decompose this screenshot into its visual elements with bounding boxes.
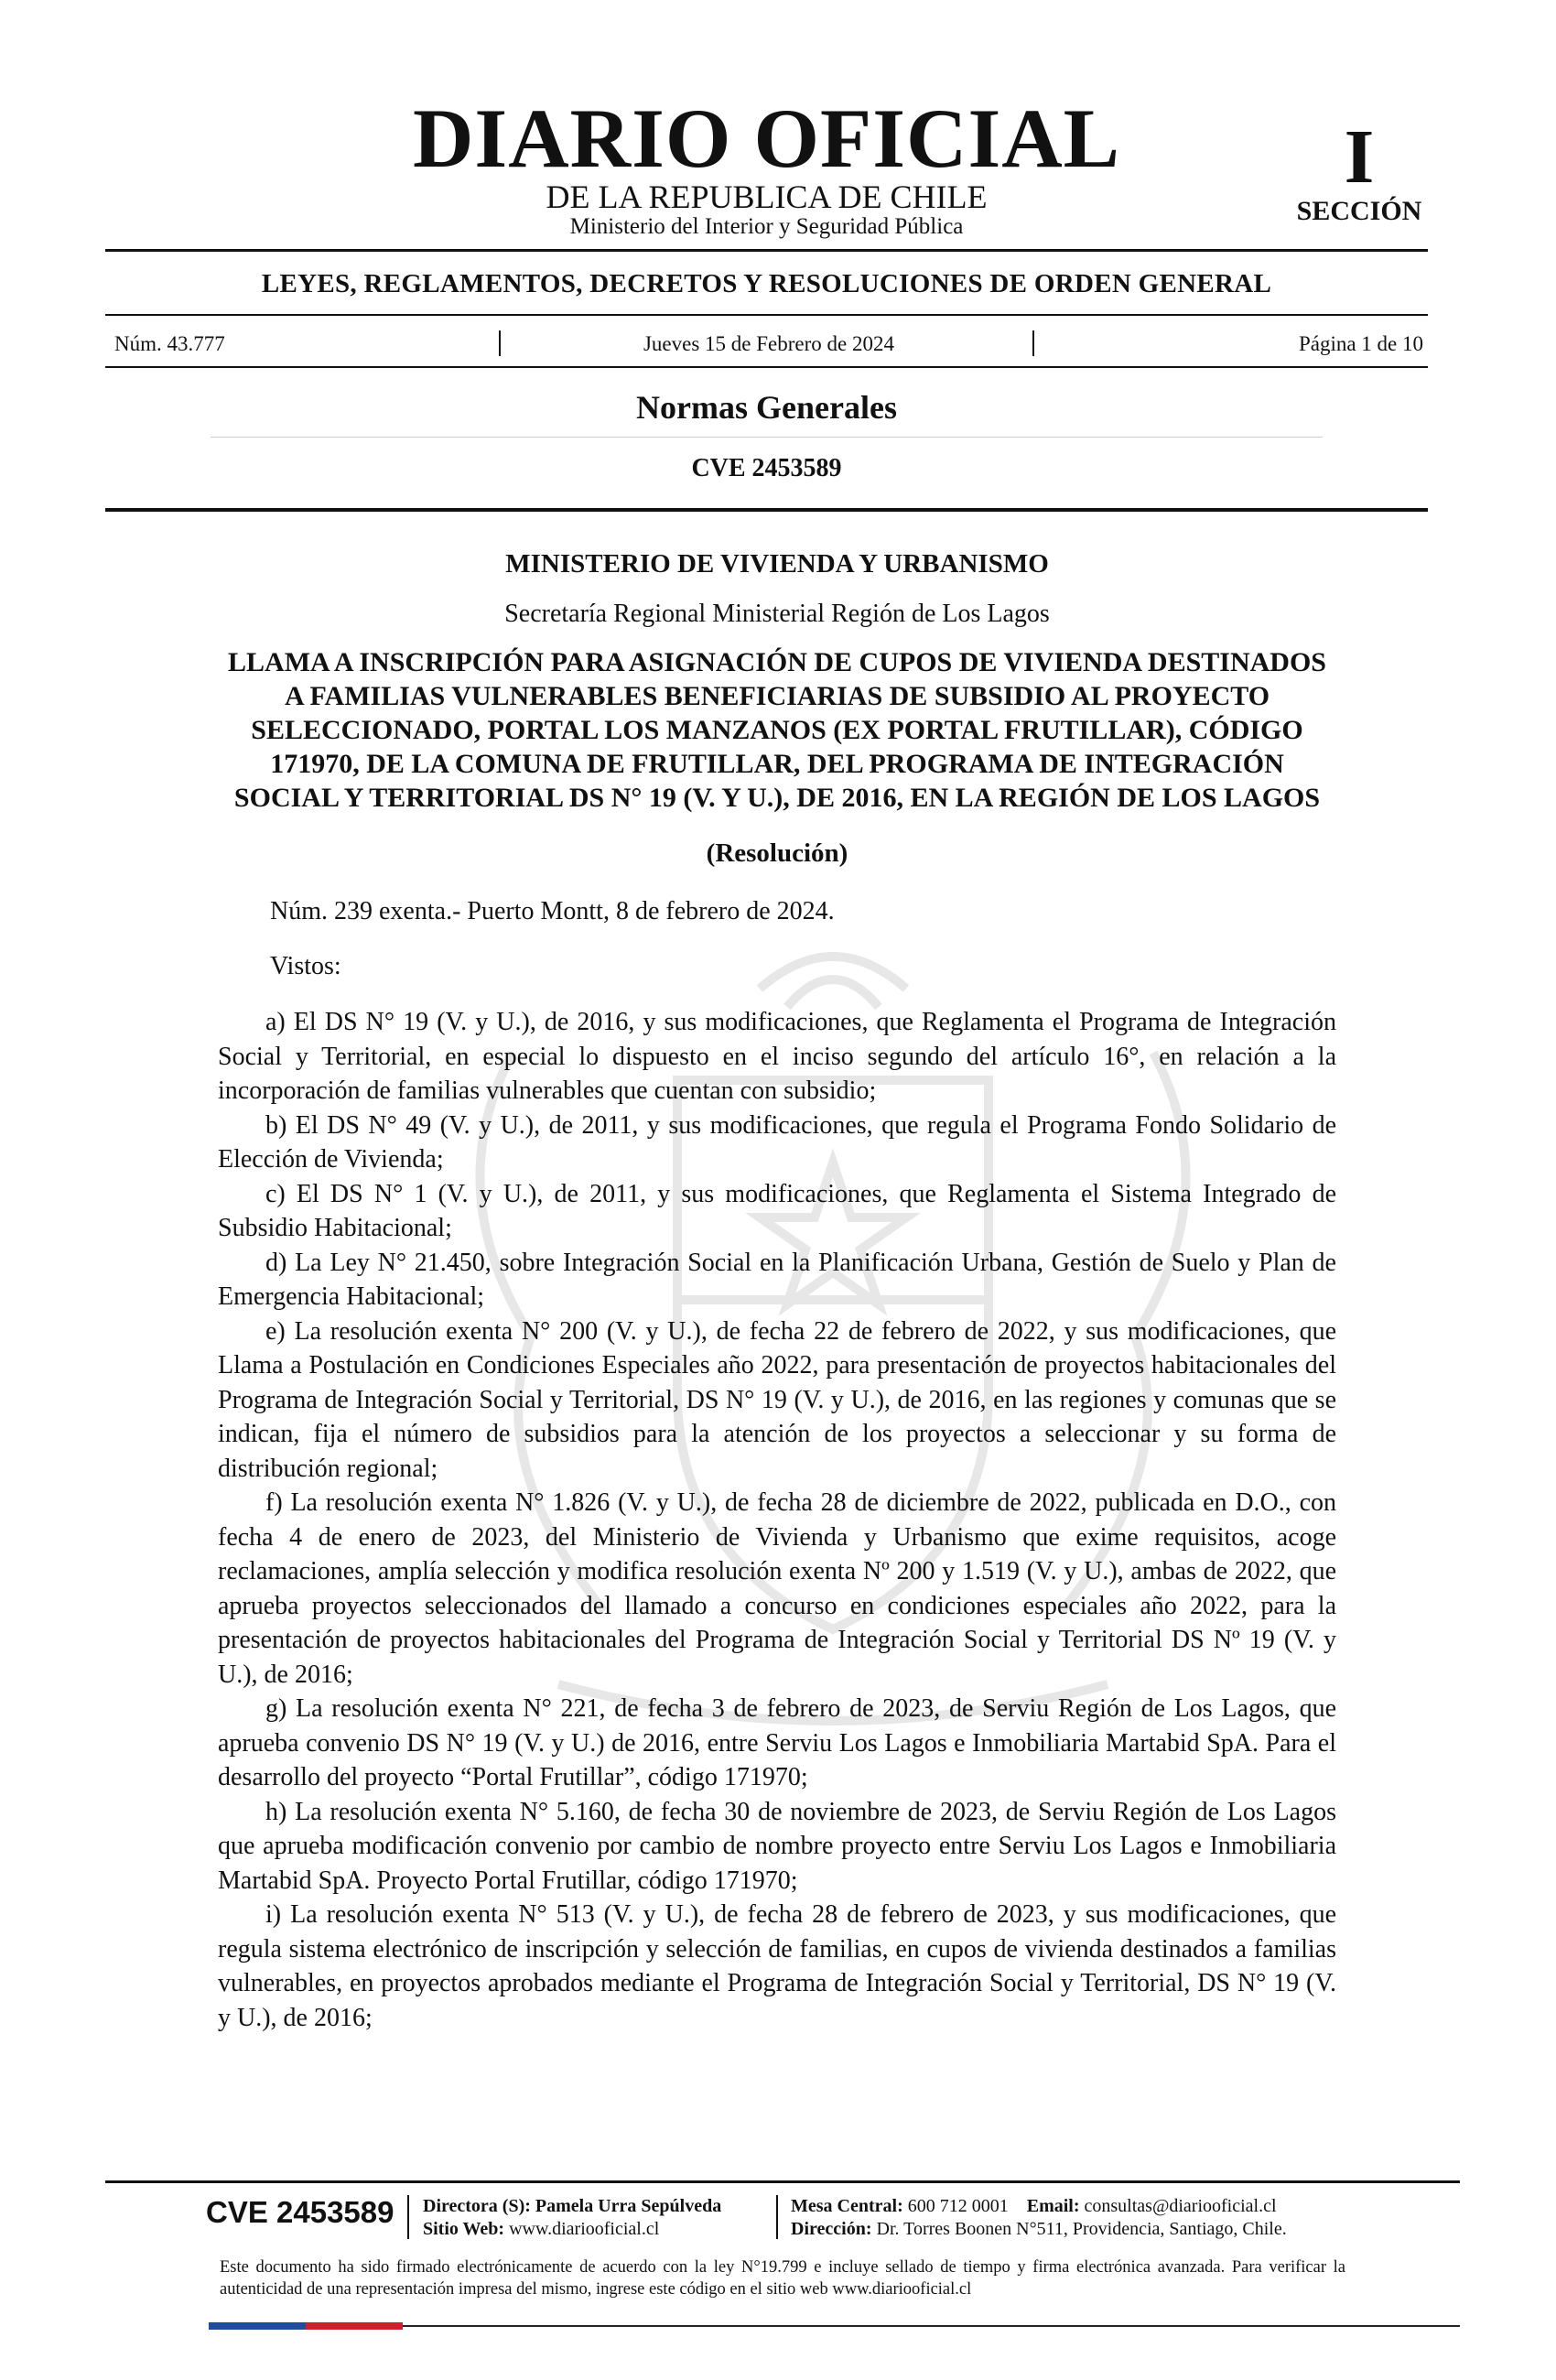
newspaper-title: DIARIO OFICIAL xyxy=(412,92,1121,185)
masthead-rule xyxy=(105,249,1428,252)
section-number: I xyxy=(1344,114,1375,200)
ministry-line: Ministerio del Interior y Seguridad Pública xyxy=(569,214,964,239)
section-title: Normas Generales xyxy=(636,389,897,426)
page-indicator: Página 1 de 10 xyxy=(1298,332,1423,355)
website-link[interactable]: www.diariooficial.cl xyxy=(509,2219,660,2239)
document-body xyxy=(218,549,1336,2035)
website-label: Sitio Web: xyxy=(423,2219,505,2239)
vistos-item: g) La resolución exenta N° 221, de fecha 3 de febrero de 2023, de Serviu Región de Los Lagos, que aprueba convenio DS N° 19 (V. y U.) de 2016, entre Serviu Los Lagos e Inmobiliaria Martabid SpA. Para el desarrollo del proyecto “Portal Frutillar”, código 171970; xyxy=(218,1694,1336,1791)
footer-contact-block xyxy=(791,2195,1287,2241)
issue-date: Jueves 15 de Febrero de 2024 xyxy=(643,332,894,355)
header-bottom-rule xyxy=(105,508,1428,512)
vistos-item: i) La resolución exenta N° 513 (V. y U.), de fecha 28 de febrero de 2023, y sus modificaciones, que regula sistema electrónico de inscripción y selección de familias, en cupos de vivienda destinados a familias vulnerables, en proyectos aprobados mediante el Programa de Integración Social y Territorial, DS N° 19 (V. y U.), de 2016; xyxy=(218,1900,1336,2032)
electronic-signature-notice: Este documento ha sido firmado electrónicamente de acuerdo con la ley N°19.799 e incluye sellado de tiempo y firma electrónica avanzada. Para verificar la autenticidad de una representación impresa del mismo, ingrese este código en el sitio web www.diariooficial.cl xyxy=(220,2258,1345,2299)
section-title-divider xyxy=(211,437,1323,438)
masthead xyxy=(105,87,1428,247)
footer-divider xyxy=(776,2195,778,2239)
vistos-item: e) La resolución exenta N° 200 (V. y U.), de fecha 22 de febrero de 2022, y sus modificaciones, que Llama a Postulación en Condiciones Especiales año 2022, para presentación de proyectos habitacionales del Programa de Integración Social y Territorial, DS N° 19 (V. y U.), de 2016, en las regiones y comunas que se indican, fija el número de subsidios para la atención de los proyectos a seleccionar y su forma de distribución regional; xyxy=(218,1316,1336,1483)
document-type: (Resolución) xyxy=(706,838,848,868)
vistos-item: b) El DS N° 49 (V. y U.), de 2011, y sus modificaciones, que regula el Programa Fondo Solidario de Elección de Vivienda; xyxy=(218,1110,1336,1174)
vistos-label: Vistos: xyxy=(270,951,341,980)
issue-number: Núm. 43.777 xyxy=(114,332,225,355)
footer-bottom-rule xyxy=(403,2325,1460,2327)
director-label: Directora (S): xyxy=(423,2196,531,2216)
resolution-number-line: Núm. 239 exenta.- Puerto Montt, 8 de febrero de 2024. xyxy=(270,897,835,925)
cve-code: CVE 2453589 xyxy=(691,454,842,482)
issue-rule xyxy=(105,366,1428,368)
footer-director-block xyxy=(423,2195,721,2241)
email-link[interactable]: consultas@diariooficial.cl xyxy=(1084,2196,1277,2216)
flag-blue-segment xyxy=(257,2322,306,2330)
email-label: Email: xyxy=(1026,2196,1080,2216)
vistos-item: f) La resolución exenta N° 1.826 (V. y U.), de fecha 28 de diciembre de 2022, publicada en D.O., con fecha 4 de enero de 2023, del Ministerio de Vivienda y Urbanismo que exime requisitos, acoge reclamaciones, amplía selección y modifica resolución exenta Nº 200 y 1.519 (V. y U.), ambas de 2022, que aprueba proyectos seleccionados del llamado a concurso en condiciones especiales año 2022, para la presentación de proyectos habitacionales del Programa de Integración Social y Territorial DS Nº 19 (V. y U.), de 2016; xyxy=(218,1488,1336,1689)
phone-number: 600 712 0001 xyxy=(907,2196,1009,2216)
director-name: Pamela Urra Sepúlveda xyxy=(535,2196,722,2216)
address-text: Dr. Torres Boonen N°511, Providencia, Santiago, Chile. xyxy=(876,2219,1287,2239)
vistos-item: c) El DS N° 1 (V. y U.), de 2011, y sus modificaciones, que Reglamenta el Sistema Integrado de Subsidio Habitacional; xyxy=(218,1179,1336,1242)
vistos-item: a) El DS N° 19 (V. y U.), de 2016, y sus modificaciones, que Reglamenta el Programa de Integración Social y Territorial, en especial lo dispuesto en el inciso segundo del artículo 16°, en relación a la incorporación de familias vulnerables que cuentan con subsidio; xyxy=(218,1008,1336,1105)
address-label: Dirección: xyxy=(791,2219,872,2239)
footer-cve-code: CVE 2453589 xyxy=(206,2195,394,2229)
phone-label: Mesa Central: xyxy=(791,2196,903,2216)
section-label: SECCIÓN xyxy=(1296,196,1422,226)
chilean-flag-stripe xyxy=(209,2322,403,2330)
section-indicator xyxy=(1291,114,1428,227)
newspaper-subtitle: DE LA REPUBLICA DE CHILE xyxy=(546,178,988,215)
resolution-heading: LLAMA A INSCRIPCIÓN PARA ASIGNACIÓN DE CUPOS DE VIVIENDA DESTINADOS A FAMILIAS VULNERABLES BENEFICIARIAS DE SUBSIDIO AL PROYECTO SELECCIONADO, PORTAL LOS MANZANOS (EX PORTAL FRUTILLAR), CÓDIGO 171970, DE LA COMUNA DE FRUTILLAR, DEL PROGRAMA DE INTEGRACIÓN SOCIAL Y TERRITORIAL DS N° 19 (V. Y U.), DE 2016, EN LA REGIÓN DE LOS LAGOS xyxy=(228,647,1326,813)
flag-red-segment xyxy=(306,2322,354,2330)
footer-divider xyxy=(407,2195,409,2239)
section-banner: LEYES, REGLAMENTOS, DECRETOS Y RESOLUCIONES DE ORDEN GENERAL xyxy=(261,269,1272,298)
footer-rule xyxy=(105,2180,1460,2183)
issue-info-bar xyxy=(114,332,1423,360)
organism-name: MINISTERIO DE VIVIENDA Y URBANISMO xyxy=(505,549,1049,579)
sub-organism-name: Secretaría Regional Ministerial Región de Los Lagos xyxy=(504,600,1050,628)
banner-rule xyxy=(105,314,1428,316)
vistos-item: h) La resolución exenta N° 5.160, de fecha 30 de noviembre de 2023, de Serviu Región de Los Lagos que aprueba modificación convenio por cambio de nombre proyecto entre Serviu Los Lagos e Inmobiliaria Martabid SpA. Proyecto Portal Frutillar, código 171970; xyxy=(218,1797,1336,1895)
flag-blue-segment xyxy=(209,2322,257,2330)
issue-separator xyxy=(1032,330,1034,356)
vistos-item: d) La Ley N° 21.450, sobre Integración Social en la Planificación Urbana, Gestión de Suelo y Plan de Emergencia Habitacional; xyxy=(218,1248,1336,1311)
flag-red-segment xyxy=(354,2322,403,2330)
